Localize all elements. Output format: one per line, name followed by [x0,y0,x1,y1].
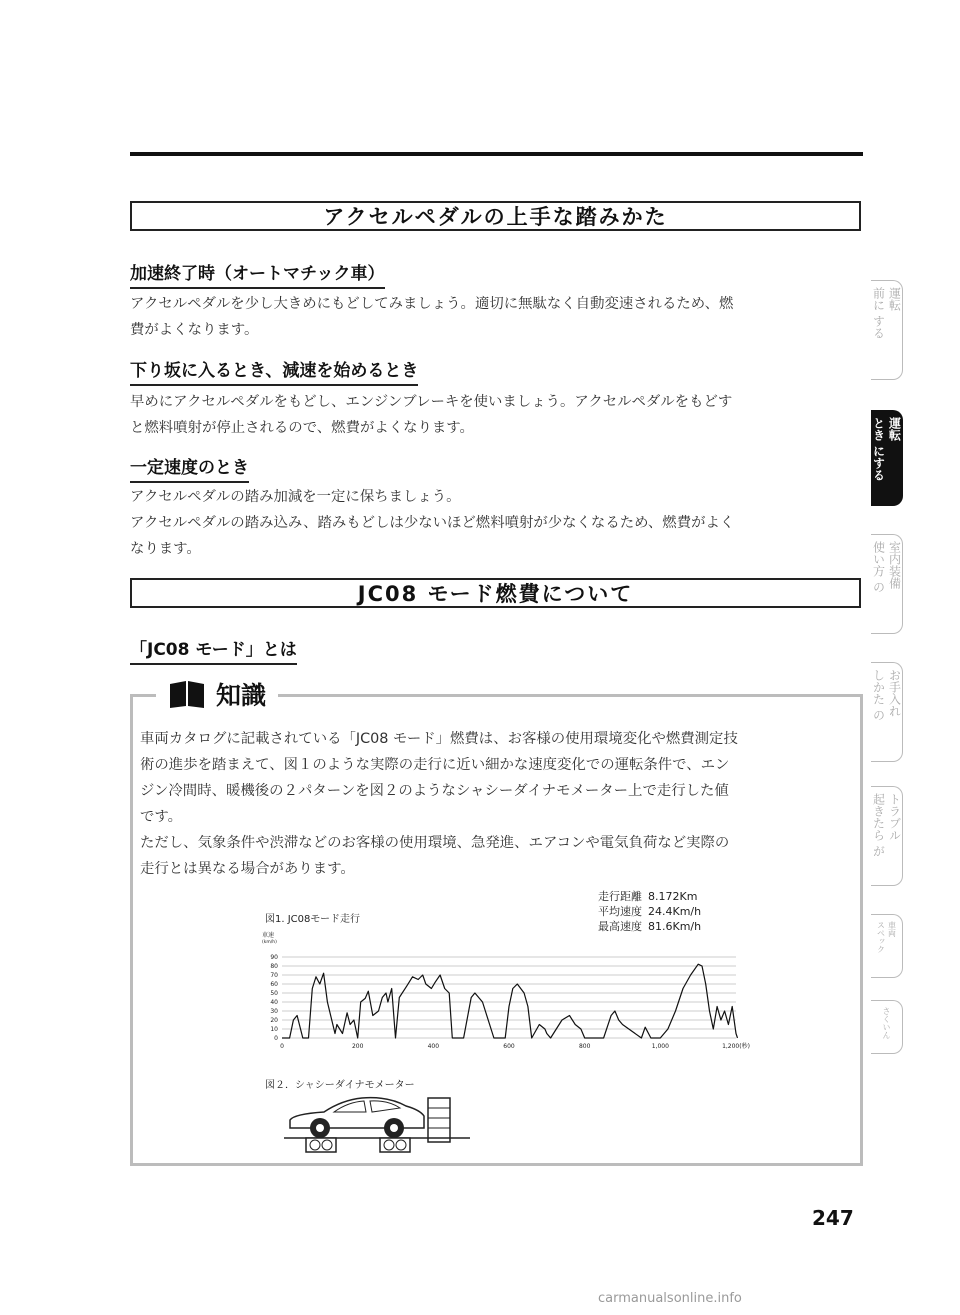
figure2-caption: 図２．シャシーダイナモメーター [265,1080,415,1091]
section-title-jc08: JC08 モード燃費について [130,578,861,608]
text-line: ジン冷間時、暖機後の２パターンを図２のようなシャシーダイナモメーター上で走行した値 [140,783,729,799]
text-line: 走行とは異なる場合があります。 [140,861,355,877]
page-number: 247 [812,1206,854,1230]
stat-label: 最高速度 [598,920,642,933]
tab-while-driving[interactable] [871,410,903,506]
tab-label: 運転 [887,287,902,311]
y-tick-label: 50 [270,990,278,997]
tab-trouble[interactable] [871,786,903,886]
tab-label: トラブル [887,793,902,841]
stat-value: 81.6Km/h [648,920,702,933]
y-tick-label: 60 [270,981,278,988]
text-line: 術の進歩を踏まえて、図１のような実際の走行に近い細かな速度変化での運転条件で、エン [140,757,730,773]
tab-label: とき にする [871,417,886,482]
x-tick-label: 1,000 [651,1043,669,1050]
text-line: なります。 [130,541,201,557]
y-tick-label: 70 [270,972,278,979]
text-line: と燃料噴射が停止されるので、燃費がよくなります。 [130,420,474,436]
heading-accel-end: 加速終了時（オートマチック車） [130,259,385,289]
tab-label: 前に する [871,287,886,339]
stat-row [598,904,701,919]
tab-label: 起きたら が [871,793,886,857]
chassis-dynamometer-illustration [284,1094,470,1154]
jc08-speed-chart [256,928,750,1058]
y-tick-label: 40 [270,999,278,1006]
stat-value: 8.172Km [648,890,698,903]
heading-downhill: 下り坂に入るとき、減速を始めるとき [130,356,418,386]
watermark: carmanualsonline.info [598,1291,742,1306]
x-tick-label: 600 [503,1043,515,1050]
speed-series-line [282,964,738,1038]
x-tick-label: 200 [351,1043,364,1050]
heading-constant-speed: 一定速度のとき [130,453,249,483]
y-tick-label: 30 [270,1008,278,1015]
paragraph-downhill [130,389,860,441]
text-line: 早めにアクセルペダルをもどし、エンジンブレーキを使いましょう。アクセルペダルをもどす [130,394,733,410]
heading-jc08-mode: 「JC08 モード」とは [130,635,297,665]
y-tick-label: 20 [270,1017,278,1024]
text-line: アクセルペダルを少し大きめにもどしてみましょう。適切に無駄なく自動変速されるため、燃 [130,296,734,312]
tab-label: 運転 [887,417,902,441]
tab-label: お手入れ [887,669,902,717]
tab-label: 使い方 の [871,541,886,593]
y-axis-label: 車速 [262,932,275,939]
stat-value: 24.4Km/h [648,905,702,918]
text-line: ただし、気象条件や渋滞などのお客様の使用環境、急発進、エアコンや電気負荷など実際の [140,835,730,851]
figure1-caption: 図1. JC08モード走行 [265,914,360,925]
x-tick-label: 800 [578,1043,591,1050]
stat-label: 走行距離 [598,890,642,903]
x-tick-label: 1,200(秒) [722,1043,750,1050]
section-title-accelerator: アクセルペダルの上手な踏みかた [130,201,861,231]
knowledge-title [156,676,278,712]
y-tick-label: 0 [274,1035,278,1042]
x-tick-label: 0 [280,1043,284,1050]
tab-label: さくいん [882,1007,891,1039]
text-line: 費がよくなります。 [130,322,259,338]
text-line: アクセルペダルの踏み加減を一定に保ちましょう。 [130,489,461,505]
tab-specs[interactable] [871,914,903,978]
tab-before-driving[interactable] [871,280,903,380]
y-tick-label: 10 [270,1026,278,1033]
tab-label: スペック [876,921,886,953]
x-tick-label: 400 [427,1043,440,1050]
tab-label: 車両 [887,921,897,937]
text-line: 車両カタログに記載されている「JC08 モード」燃費は、お客様の使用環境変化や燃費測定技 [140,731,738,747]
paragraph-constant-speed [130,484,860,562]
text-line: アクセルペダルの踏み込み、踏みもどしは少ないほど燃料噴射が少なくなるため、燃費がよく [130,515,735,531]
stat-label: 平均速度 [598,905,642,918]
knowledge-title-text: 知識 [216,681,267,710]
tab-index[interactable] [871,1000,903,1054]
tab-maintenance[interactable] [871,662,903,762]
tab-label: 室内装備 [887,541,902,589]
tab-interior[interactable] [871,534,903,634]
y-tick-label: 90 [270,954,278,961]
y-axis-unit: (km/h) [262,940,277,945]
knowledge-text [140,726,855,882]
top-rule [130,152,863,156]
stat-row [598,889,701,904]
tab-label: しかた の [871,669,886,721]
y-tick-label: 80 [270,963,278,970]
book-icon [168,679,206,709]
text-line: です。 [140,809,183,825]
paragraph-accel-end [130,291,860,343]
